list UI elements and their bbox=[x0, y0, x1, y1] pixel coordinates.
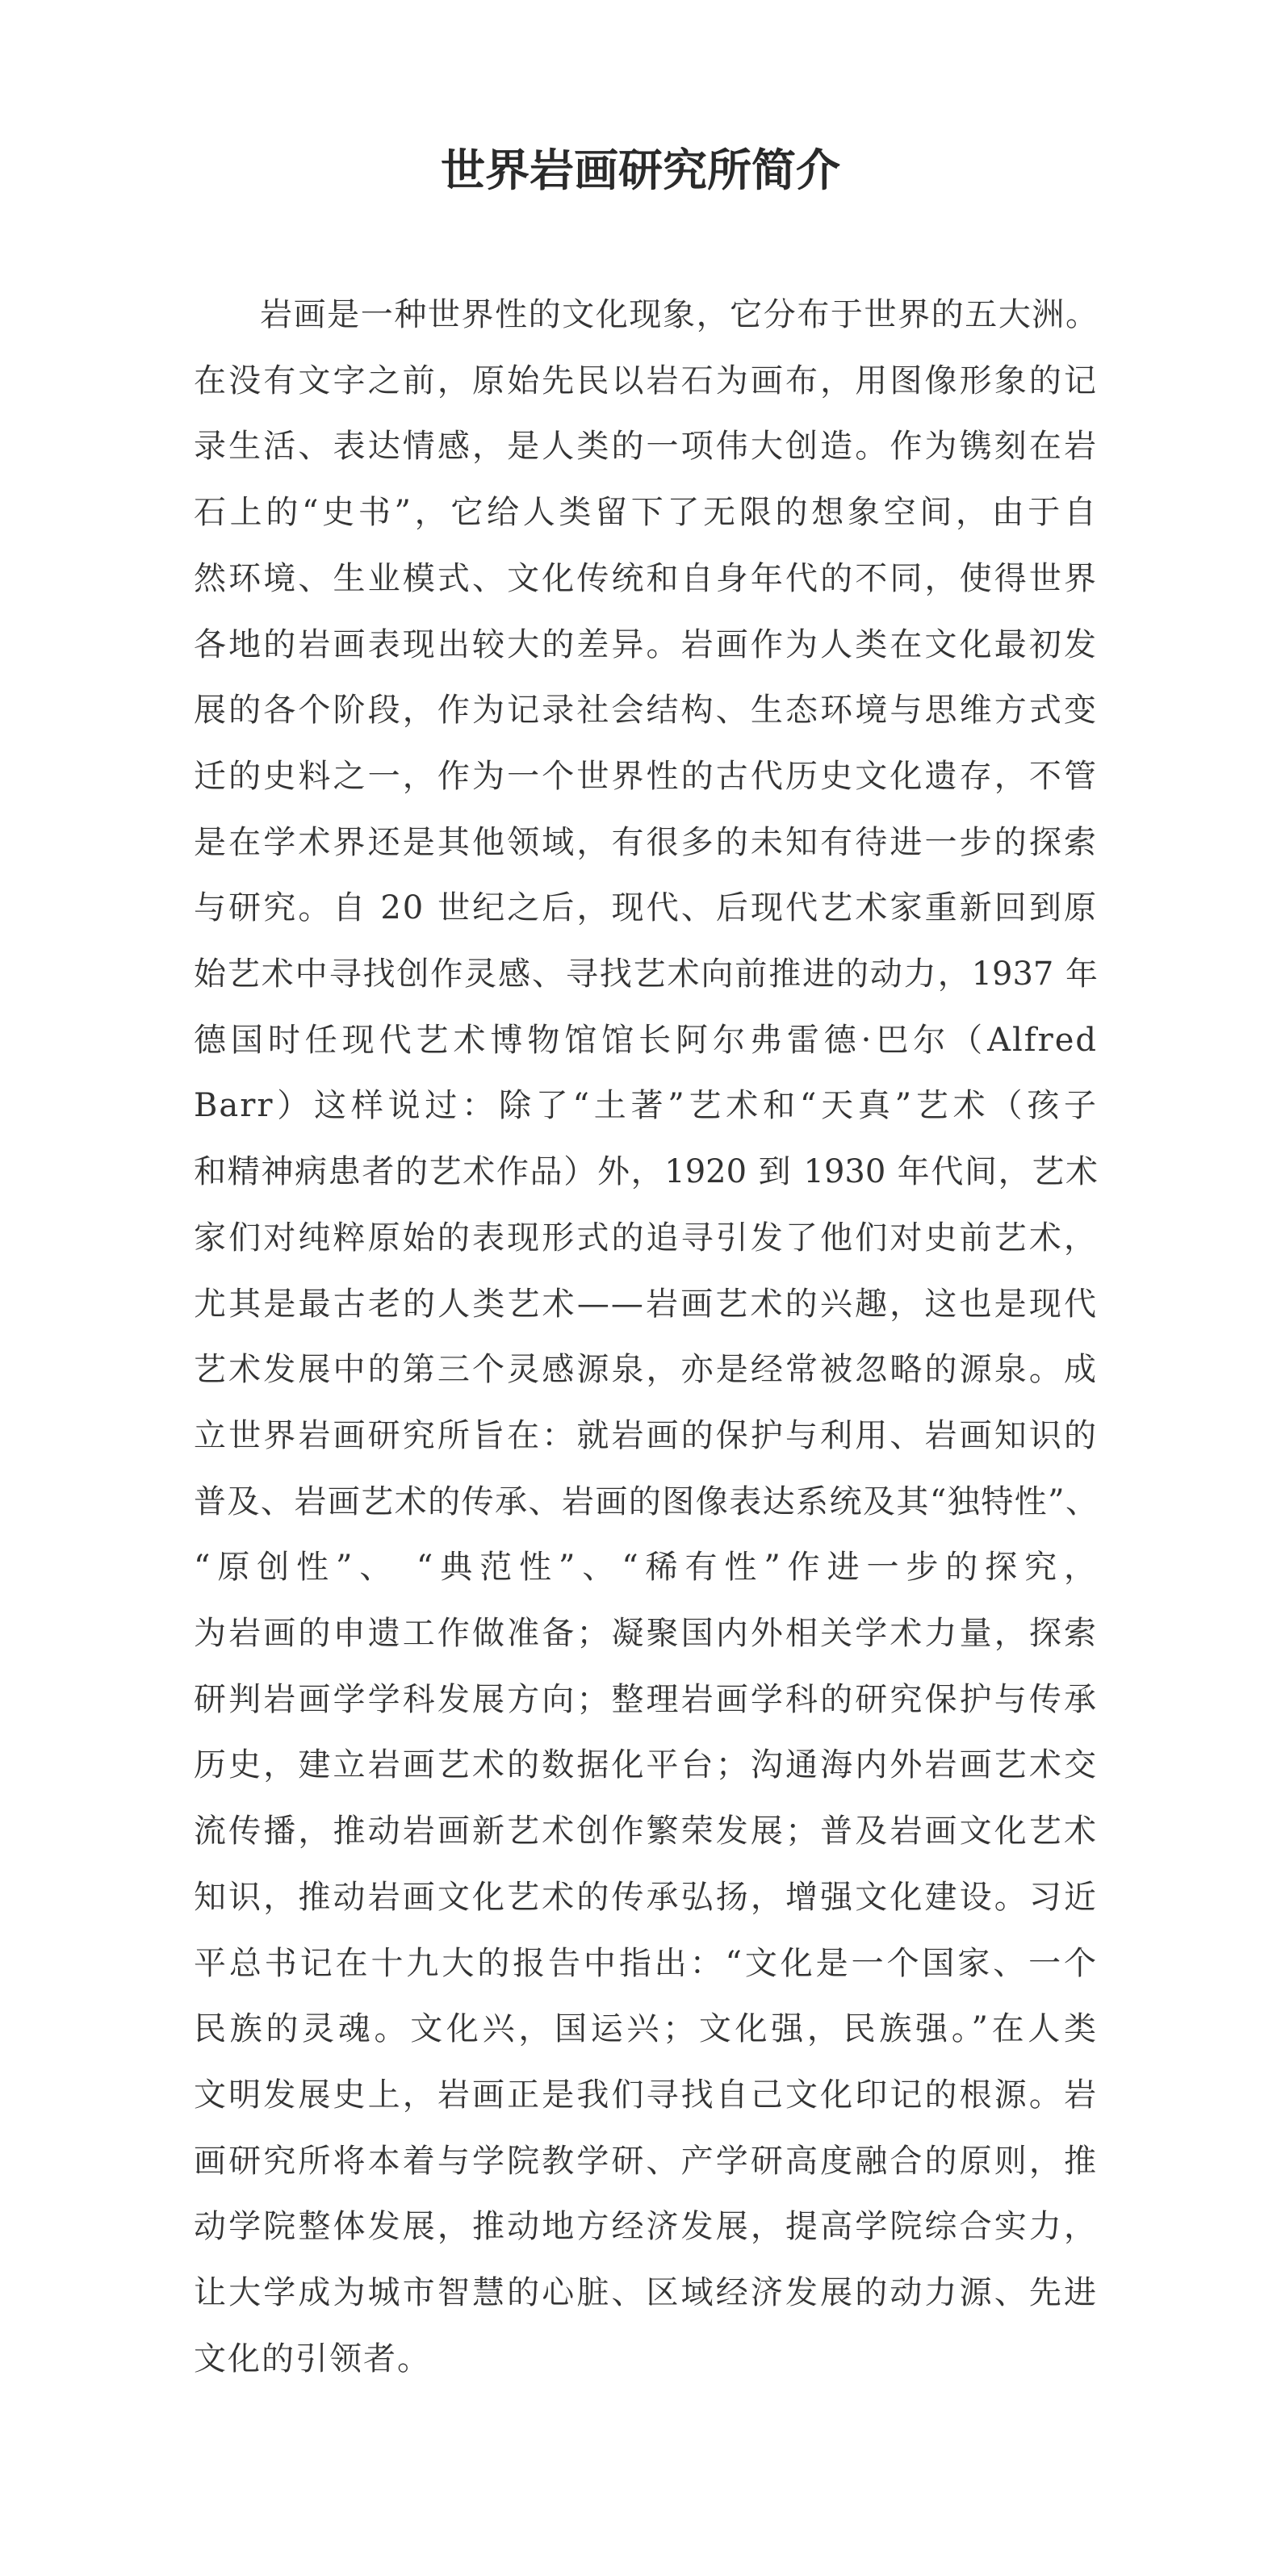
paragraph-line: Barr）这样说过：除了“土著”艺术和“天真”艺术（孩子 bbox=[194, 1087, 1098, 1125]
paragraph-line: 迁的史料之一，作为一个世界性的古代历史文化遗存，不管 bbox=[194, 757, 1098, 795]
paragraph-line: 立世界岩画研究所旨在：就岩画的保护与利用、岩画知识的 bbox=[194, 1416, 1098, 1454]
paragraph-line: 然环境、生业模式、文化传统和自身年代的不同，使得世界 bbox=[194, 559, 1098, 597]
paragraph-line: 为岩画的申遗工作做准备；凝聚国内外相关学术力量，探索 bbox=[194, 1615, 1098, 1653]
paragraph-line: 动学院整体发展，推动地方经济发展，提高学院综合实力， bbox=[194, 2208, 1098, 2246]
paragraph-line: 知识，推动岩画文化艺术的传承弘扬，增强文化建设。习近 bbox=[194, 1878, 1098, 1916]
paragraph-line: 岩画是一种世界性的文化现象，它分布于世界的五大洲。 bbox=[260, 296, 1098, 333]
paragraph-line: “原创性”、 “典范性”、“稀有性”作进一步的探究， bbox=[194, 1549, 1098, 1587]
paragraph-line: 让大学成为城市智慧的心脏、区域经济发展的动力源、先进 bbox=[194, 2274, 1098, 2312]
paragraph-line: 画研究所将本着与学院教学研、产学研高度融合的原则，推 bbox=[194, 2142, 1098, 2180]
page-title: 世界岩画研究所简介 bbox=[440, 144, 840, 196]
paragraph-line: 文化的引领者。 bbox=[194, 2340, 431, 2377]
paragraph-line: 始艺术中寻找创作灵感、寻找艺术向前推进的动力，1937 年 bbox=[194, 956, 1098, 993]
paragraph-line: 研判岩画学学科发展方向；整理岩画学科的研究保护与传承 bbox=[194, 1680, 1098, 1718]
paragraph-line: 文明发展史上，岩画正是我们寻找自己文化印记的根源。岩 bbox=[194, 2076, 1098, 2114]
paragraph-line: 石上的“史书”，它给人类留下了无限的想象空间，由于自 bbox=[194, 494, 1098, 532]
paragraph-line: 民族的灵魂。文化兴，国运兴；文化强，民族强。”在人类 bbox=[194, 2010, 1098, 2048]
paragraph-line: 是在学术界还是其他领域，有很多的未知有待进一步的探索 bbox=[194, 823, 1098, 861]
paragraph-line: 艺术发展中的第三个灵感源泉，亦是经常被忽略的源泉。成 bbox=[194, 1351, 1098, 1389]
paragraph-line: 各地的岩画表现出较大的差异。岩画作为人类在文化最初发 bbox=[194, 625, 1098, 663]
paragraph-line: 和精神病患者的艺术作品）外，1920 到 1930 年代间，艺术 bbox=[194, 1153, 1098, 1191]
paragraph-line: 普及、岩画艺术的传承、岩画的图像表达系统及其“独特性”、 bbox=[194, 1482, 1098, 1520]
paragraph-line: 与研究。自 20 世纪之后，现代、后现代艺术家重新回到原 bbox=[194, 889, 1098, 927]
paragraph-line: 流传播，推动岩画新艺术创作繁荣发展；普及岩画文化艺术 bbox=[194, 1813, 1098, 1850]
paragraph-line: 在没有文字之前，原始先民以岩石为画布，用图像形象的记 bbox=[194, 362, 1098, 399]
paragraph-line: 家们对纯粹原始的表现形式的追寻引发了他们对史前艺术， bbox=[194, 1219, 1098, 1257]
body-paragraph bbox=[194, 282, 1098, 2393]
paragraph-line: 录生活、表达情感，是人类的一项伟大创造。作为镌刻在岩 bbox=[194, 428, 1098, 466]
paragraph-line: 平总书记在十九大的报告中指出：“文化是一个国家、一个 bbox=[194, 1944, 1098, 1982]
paragraph-line: 尤其是最古老的人类艺术——岩画艺术的兴趣，这也是现代 bbox=[194, 1285, 1098, 1323]
paragraph-line: 德国时任现代艺术博物馆馆长阿尔弗雷德·巴尔（Alfred bbox=[194, 1021, 1098, 1059]
paragraph-line: 历史，建立岩画艺术的数据化平台；沟通海内外岩画艺术交 bbox=[194, 1746, 1098, 1784]
paragraph-line: 展的各个阶段，作为记录社会结构、生态环境与思维方式变 bbox=[194, 692, 1098, 730]
